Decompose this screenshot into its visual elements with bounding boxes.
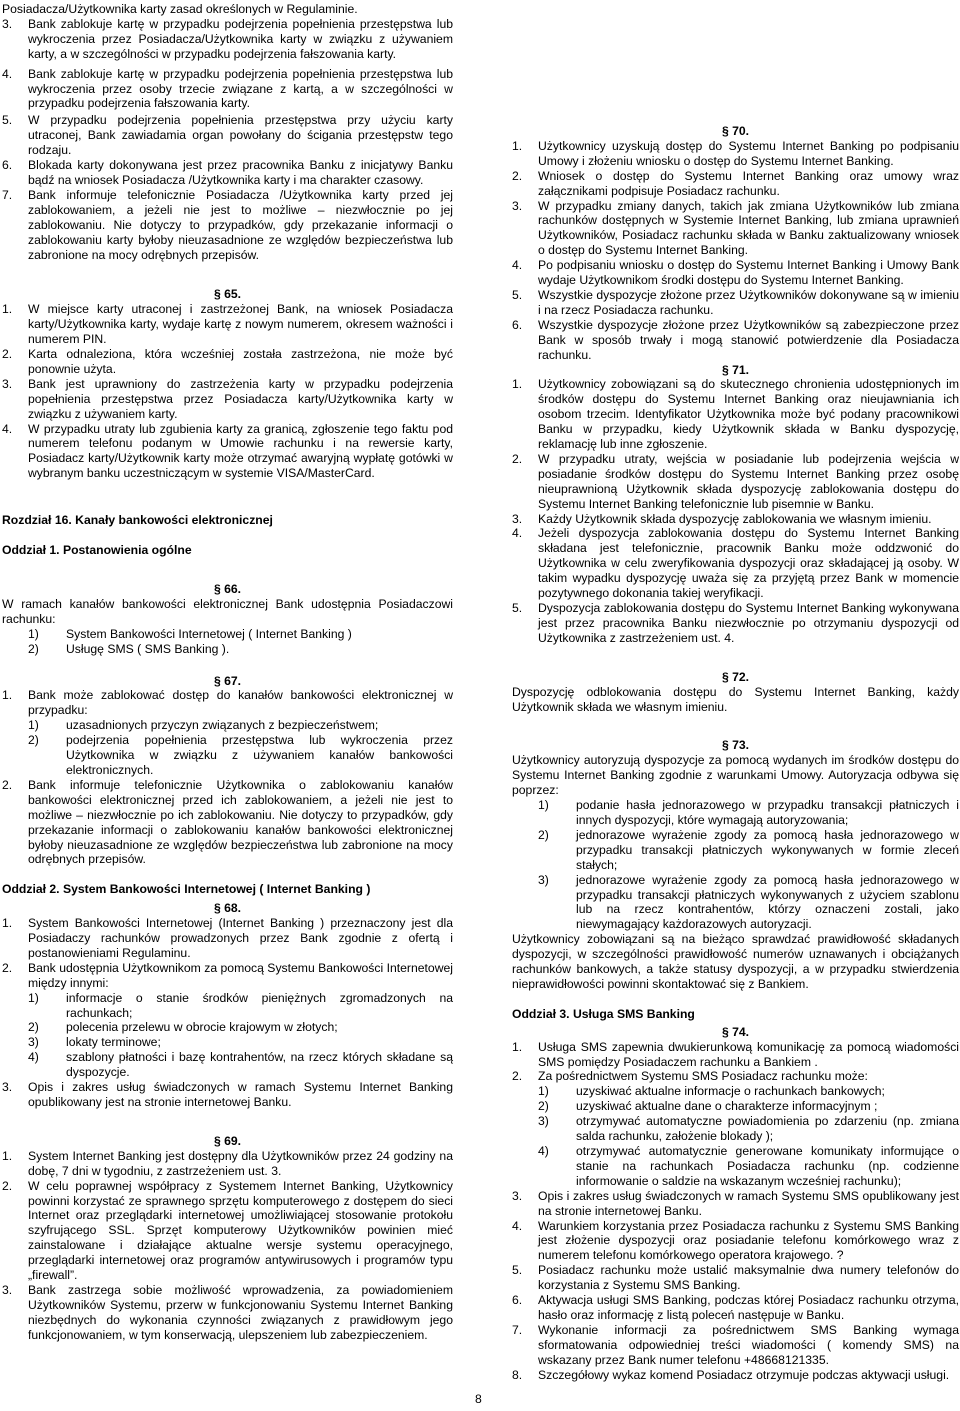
sub-item [538, 873, 959, 933]
section-heading: § 69. [213, 1133, 242, 1148]
item-text: jednorazowe wyrażenie zgody za pomocą hasła jednorazowego w przypadku transakcji płatniczych wykonywanych z użyciem szablonu lub na rzecz kontrahentów, którzy oznaczeni zostali, jako niewymagający każdorazowych autoryzacji. [576, 872, 959, 932]
numbered-item [2, 188, 453, 263]
item-number: 5. [512, 1263, 523, 1278]
item-text: Wszystkie dyspozycje złożone przez Użytkowników są zabezpieczone przez Bank w sposób trwały i mogą stanowić potwierdzenie dla Posiadacza rachunku. [538, 317, 959, 362]
item-text: jednorazowe wyrażenie zgody za pomocą hasła jednorazowego w przypadku transakcji płatniczych wykonywanych w formie zleceń stałych; [576, 827, 959, 872]
sub-item [538, 828, 959, 873]
sub-item [538, 1084, 959, 1099]
item-number: 1. [2, 302, 13, 317]
paragraph: W ramach kanałów bankowości elektronicznej Bank udostępnia Posiadaczowi rachunku: [2, 596, 453, 626]
item-number: 1) [28, 626, 39, 641]
numbered-item [2, 377, 453, 422]
item-text: Bank może zablokować dostęp do kanałów bankowości elektronicznej w przypadku: [28, 688, 453, 718]
item-number: 1) [28, 990, 39, 1005]
item-text: Usługę SMS ( SMS Banking ). [66, 641, 230, 656]
item-number: 2) [28, 1020, 39, 1035]
item-number: 4. [512, 1218, 523, 1233]
item-number: 3) [538, 872, 549, 887]
item-number: 2. [2, 777, 13, 792]
numbered-item [2, 1080, 453, 1110]
numbered-item [512, 452, 959, 512]
item-number: 5. [512, 287, 523, 302]
sub-item [538, 1144, 959, 1189]
item-text: Każdy Użytkownik składa dyspozycję zablokowania we własnym imieniu. [538, 511, 932, 526]
item-text: informacje o stanie środków pieniężnych zgromadzonych na rachunkach; [66, 990, 453, 1020]
numbered-item [2, 688, 453, 718]
item-number: 2. [512, 168, 523, 183]
item-text: Aktywacja usługi SMS Banking, podczas której Posiadacz rachunku otrzyma, hasło oraz informację z listą poleceń następuje w Banku. [538, 1293, 959, 1322]
item-number: 6. [512, 317, 523, 332]
item-number: 1. [2, 916, 13, 931]
numbered-item [2, 916, 453, 961]
item-text: Wszystkie dyspozycje złożone przez Użytkowników dokonywane są w imieniu i na rzecz Posiadacza rachunku. [538, 287, 959, 317]
section-heading: § 67. [213, 673, 242, 688]
item-text: Opis i zakres usług świadczonych w ramach Systemu SMS opublikowany jest na stronie internetowej Banku. [538, 1188, 959, 1218]
item-text: Użytkownicy zobowiązani są do skutecznego chronienia udostępnionych im środków dostępu do Systemu Internet Banking oraz nieujawniania ich osobom trzecim. Identyfikator Użytkownika może być podany pracownikowi Banku w przypadku, kiedy Użytkownik składa w Banku dyspozycję, reklamację lub inne zgłoszenie. [538, 377, 959, 452]
numbered-item [2, 778, 453, 867]
numbered-item [2, 347, 453, 377]
item-number: 2. [512, 1069, 523, 1084]
paragraph: Dyspozycję odblokowania dostępu do Systemu Internet Banking, każdy Użytkownik składa we własnym imieniu. [512, 684, 959, 714]
numbered-item [512, 1069, 959, 1084]
item-number: 1. [512, 1039, 523, 1054]
item-text: Bank udostępnia Użytkownikom za pomocą Systemu Bankowości Internetowej między innymi: [28, 960, 453, 990]
item-text: Bank informuje telefonicznie Użytkownika o zablokowaniu kanałów bankowości elektronicznej przed ich zablokowaniem, a jeżeli nie jest to możliwe – niezwłocznie po ich zablokowaniu. Nie dotyczy to przypadków, gdy przekazanie informacji o zablokowaniu kanałów bankowości elektronicznej byłoby nieuzasadnione ze względów bezpieczeństwa lub zabronione na mocy odrębnych przepisów. [28, 777, 453, 867]
item-number: 2. [2, 960, 13, 975]
item-text: otrzymywać automatycznie generowane komunikaty informujące o stanie na rachunkach Posiadacza rachunku (np. codzienne informowanie o saldzie na wskazanym wcześniej rachunku); [576, 1144, 959, 1188]
numbered-item [512, 1189, 959, 1219]
numbered-item [512, 377, 959, 452]
item-number: 7. [2, 187, 13, 202]
numbered-item [512, 139, 959, 169]
item-number: 3. [2, 16, 13, 31]
item-text: System Internet Banking jest dostępny dla Użytkowników przez 24 godziny na dobę, 7 dni w tygodniu, z zastrzeżeniem ust. 3. [28, 1148, 453, 1178]
sub-item [28, 733, 453, 778]
item-number: 1) [28, 718, 39, 733]
item-number: 3) [28, 1035, 39, 1050]
item-number: 2) [538, 1099, 549, 1114]
chapter-heading: Oddział 3. Usługa SMS Banking [512, 1006, 695, 1021]
item-number: 1. [2, 688, 13, 703]
numbered-item [2, 17, 453, 62]
numbered-item [2, 961, 453, 991]
item-text: podanie hasła jednorazowego w przypadku transakcji płatniczych i innych dyspozycji, które wymagają autoryzowania; [576, 798, 959, 827]
item-text: System Bankowości Internetowej (Internet Banking ) przeznaczony jest dla Posiadaczy rachunków prowadzonych przez Bank zgodnie z ofertą i postanowieniami Regulaminu. [28, 916, 453, 960]
numbered-item [512, 199, 959, 259]
item-number: 6. [512, 1293, 523, 1308]
item-text: Bank zablokuje kartę w przypadku podejrzenia popełnienia przestępstwa lub wykroczenia przez Posiadacza/Użytkownika karty w związku z używaniem karty, a w szczególności w przypadku podejrzenia fałszowania karty. [28, 16, 453, 61]
numbered-item [512, 169, 959, 199]
item-text: Dyspozycja zablokowania dostępu do Systemu Internet Banking wykonywana jest przez pracownika Banku niezwłocznie po otrzymaniu dyspozycji od Użytkownika z zastrzeżeniem ust. 4. [538, 601, 959, 645]
item-number: 3. [2, 376, 13, 391]
section-heading: § 66. [213, 582, 242, 596]
section-heading: § 70. [721, 124, 750, 138]
item-number: 4. [512, 258, 523, 273]
item-text: Wniosek o dostęp do Systemu Internet Banking oraz umowy wraz załącznikami podpisuje Posiadacz rachunku. [538, 168, 959, 198]
numbered-item [2, 1179, 453, 1283]
item-text: Jeżeli dyspozycja zablokowania dostępu do Systemu Internet Banking składana jest telefonicznie, pracownik Banku może oddzwonić do Użytkownika w celu zweryfikowania dyspozycji oraz składającej ją osoby. W takim wypadku dyspozycję uważa się za przyjętą przez Bank w momencie pozytywnego dokonania takiej weryfikacji. [538, 526, 959, 601]
numbered-item [512, 1368, 959, 1383]
sub-item [538, 798, 959, 828]
item-text: otrzymywać automatyczne powiadomienia po zdarzeniu (np. zmiana salda rachunku, założenie blokady ); [576, 1114, 959, 1144]
item-text: Warunkiem korzystania przez Posiadacza rachunku z Systemu SMS Banking jest złożenie dyspozycji oraz posiadanie telefonu komórkowego wraz z numerem telefonu komórkowego operatora krajowego. ? [538, 1218, 959, 1263]
sub-item [538, 1114, 959, 1144]
numbered-item [2, 422, 453, 482]
item-text: Blokada karty dokonywana jest przez pracownika Banku z inicjatywy Banku bądź na wniosek Posiadacza /Użytkownika karty i ma charakter czasowy. [28, 158, 453, 187]
item-number: 1. [512, 377, 523, 392]
numbered-item [2, 1283, 453, 1343]
numbered-item [512, 318, 959, 363]
item-text: Usługa SMS zapewnia dwukierunkową komunikację za pomocą wiadomości SMS pomiędzy Posiadaczem rachunku a Bankiem . [538, 1039, 959, 1069]
section-heading: § 72. [721, 669, 750, 684]
paragraph: Użytkownicy zobowiązani są na bieżąco sprawdzać prawidłowość składanych dyspozycji, w szczególności prawidłowość numerów uznawanych i obciążanych rachunków bankowych, a także statusy dyspozycji, a w przypadku stwierdzenia nieprawidłowości powinni skontaktować się z Bankiem. [512, 932, 959, 991]
item-number: 5. [512, 601, 523, 615]
numbered-item [512, 1219, 959, 1264]
item-text: Bank jest uprawniony do zastrzeżenia karty w przypadku podejrzenia popełnienia przestępstwa przez Posiadacza karty/Użytkownika karty w związku z używaniem karty. [28, 376, 453, 421]
item-number: 2. [2, 1178, 13, 1193]
item-number: 2. [2, 347, 13, 362]
item-text: W przypadku zmiany danych, takich jak zmiana Użytkowników lub zmiana rachunków dostępnych w Systemie Internet Banking, lub zmiana uprawnień Użytkowników, Posiadacz rachunku składa w Banku zaktualizowany wniosek o dostęp do Systemu Internet Banking. [538, 198, 959, 258]
item-text: Bank zastrzega sobie możliwość wprowadzenia, za powiadomieniem Użytkowników Systemu, przerw w funkcjonowaniu Systemu Internet Banking niezbędnych do wykonania czynności związanych z prawidłowym jego funkcjonowaniem, w tym konserwacją, ulepszeniem lub zabezpieczeniem. [28, 1282, 453, 1342]
item-text: Bank zablokuje kartę w przypadku podejrzenia popełnienia przestępstwa lub wykroczenia przez osoby trzecie związane z kartą, a w szczególności w przypadku podejrzenia fałszowania karty. [28, 66, 453, 111]
item-number: 6. [2, 158, 13, 173]
item-text: uzasadnionych przyczyn związanych z bezpieczeństwem; [66, 718, 379, 733]
item-number: 3. [512, 1188, 523, 1203]
sub-item [28, 991, 453, 1021]
numbered-item [512, 526, 959, 601]
numbered-item [512, 1263, 959, 1293]
chapter-heading: Oddział 1. Postanowienia ogólne [2, 543, 192, 558]
item-text: szablony płatności i bazę kontrahentów, na rzecz których składane są dyspozycje. [66, 1050, 453, 1080]
item-text: Karta odnaleziona, która wcześniej została zastrzeżona, nie może być ponownie użyta. [28, 347, 453, 376]
item-text: Szczegółowy wykaz komend Posiadacz otrzymuje podczas aktywacji usługi. [538, 1367, 950, 1382]
item-number: 3. [2, 1282, 13, 1297]
section-heading: § 73. [721, 738, 750, 753]
item-number: 1. [2, 1148, 13, 1163]
item-number: 4. [2, 66, 13, 81]
page-number: 8 [475, 1392, 482, 1406]
numbered-item [512, 288, 959, 318]
item-number: 4. [512, 526, 523, 541]
numbered-item [512, 1040, 959, 1070]
item-number: 4. [2, 421, 13, 436]
chapter-heading: Oddział 2. System Bankowości Internetowej ( Internet Banking ) [2, 882, 371, 897]
item-text: System Bankowości Internetowej ( Internet Banking ) [66, 626, 352, 641]
item-number: 1) [538, 1084, 549, 1099]
sub-item [28, 627, 453, 642]
item-number: 2) [28, 733, 39, 748]
right-column [512, 2, 959, 1383]
numbered-item [2, 1149, 453, 1179]
sub-item [28, 1020, 453, 1035]
section-heading: § 71. [721, 362, 750, 377]
item-text: Użytkownicy uzyskują dostęp do Systemu Internet Banking po podpisaniu Umowy i złożeniu wniosku o dostęp do Systemu Internet Banking. [538, 138, 959, 168]
item-text: W przypadku utraty lub zgubienia karty za granicą, zgłoszenie tego faktu pod numerem telefonu podanym w Umowie rachunku i na rewersie karty, Posiadacz karty/Użytkownik karty może otrzymać awaryjną wypłatę gotówki w wybranym banku uczestniczącym w systemie VISA/MasterCard. [28, 421, 453, 481]
item-number: 7. [512, 1322, 523, 1337]
item-text: lokaty terminowe; [66, 1035, 161, 1050]
item-text: W przypadku utraty, wejścia w posiadanie lub podejrzenia wejścia w posiadanie środków dostępu do Systemu Internet Banking przez osobę nieuprawnioną Użytkownik składa dyspozycję zablokowania dostępu do Systemu Internet Banking telefonicznie lub pisemnie w Banku. [538, 451, 959, 511]
item-number: 3. [512, 511, 523, 526]
paragraph: Posiadacza/Użytkownika karty zasad określonych w Regulaminie. [2, 2, 358, 16]
numbered-item [512, 1323, 959, 1368]
item-text: W miejsce karty utraconej i zastrzeżonej Bank, na wniosek Posiadacza karty/Użytkownika karty, wydaje kartę z nowym numerem, okresem ważności i numerem PIN. [28, 302, 453, 347]
item-number: 3. [2, 1080, 13, 1095]
item-number: 5. [2, 113, 13, 128]
section-heading: § 65. [213, 287, 242, 302]
paragraph: Użytkownicy autoryzują dyspozycje za pomocą wydanych im środków dostępu do Systemu Internet Banking zgodnie z warunkami Umowy. Autoryzacja odbywa się poprzez: [512, 753, 959, 798]
item-text: uzyskiwać aktualne dane o charakterze informacyjnym ; [576, 1099, 878, 1114]
item-text: Po podpisaniu wniosku o dostęp do Systemu Internet Banking i Umowy Bank wydaje Użytkownikom środki dostępu do Systemu Internet Banking. [538, 258, 959, 288]
section-heading: § 68. [213, 901, 242, 916]
item-text: uzyskiwać aktualne informacje o rachunkach bankowych; [576, 1084, 885, 1099]
item-number: 8. [512, 1367, 523, 1382]
item-number: 2. [512, 451, 523, 466]
item-number: 2) [538, 827, 549, 842]
numbered-item [512, 601, 959, 646]
item-number: 3. [512, 198, 523, 213]
numbered-item [2, 158, 453, 188]
item-text: Opis i zakres usług świadczonych w ramach Systemu Internet Banking opublikowany jest na stronie internetowej Banku. [28, 1080, 453, 1109]
item-text: W przypadku podejrzenia popełnienia przestępstwa przy użyciu karty utraconej, Bank zawiadamia organ powołany do ścigania przestępstw tego rodzaju. [28, 113, 453, 158]
item-number: 1. [512, 138, 523, 153]
sub-item [538, 1099, 959, 1114]
item-text: polecenia przelewu w obrocie krajowym w złotych; [66, 1020, 338, 1035]
item-text: Za pośrednictwem Systemu SMS Posiadacz rachunku może: [538, 1069, 868, 1084]
sub-item [28, 1050, 453, 1080]
item-number: 2) [28, 641, 39, 656]
chapter-heading: Rozdział 16. Kanały bankowości elektronicznej [2, 513, 273, 528]
item-text: podejrzenia popełnienia przestępstwa lub wykroczenia przez Użytkownika w związku z używaniem kanałów bankowości elektronicznych. [66, 733, 453, 777]
sub-item [28, 718, 453, 733]
item-text: Wykonanie informacji za pośrednictwem SMS Banking wymaga sformatowania odpowiedniej treści wiadomości ( komendy SMS) na wskazany przez Bank numer telefonu +48668121335. [538, 1322, 959, 1367]
sub-item [28, 642, 453, 657]
item-number: 3) [538, 1114, 549, 1129]
numbered-item [512, 512, 959, 527]
left-column [2, 2, 453, 1343]
section-heading: § 74. [721, 1024, 750, 1039]
numbered-item [512, 1293, 959, 1323]
item-number: 1) [538, 798, 549, 813]
item-number: 4) [538, 1144, 549, 1158]
sub-item [28, 1035, 453, 1050]
item-text: Bank informuje telefonicznie Posiadacza /Użytkownika karty przed jej zablokowaniem, a jeżeli nie jest to możliwe – niezwłocznie po jej zablokowaniu. Nie dotyczy to przypadków, gdy przekazanie informacji o zablokowaniu karty byłoby nieuzasadnione ze względów bezpieczeństwa lub zabronione na mocy odrębnych przepisów. [28, 187, 453, 262]
item-text: Posiadacz rachunku może ustalić maksymalnie dwa numery telefonów do korzystania z Systemu SMS Banking. [538, 1263, 959, 1293]
numbered-item [2, 113, 453, 158]
item-number: 4) [28, 1050, 39, 1065]
item-text: W celu poprawnej współpracy z Systemem Internet Banking, Użytkownicy powinni korzystać ze sprawnego sprzętu komputerowego z dostępem do sieci Internet oraz przeglądarki internetowej umożliwiającej stosowanie protokołu szyfrującego SSL. Sprzęt komputerowy Użytkowników powinien mieć zainstalowane i działające aktualne wersje systemu operacyjnego, przeglądarki internetowej oraz programów antywirusowych i programów typu „firewall”. [28, 1178, 453, 1283]
numbered-item [2, 302, 453, 347]
numbered-item [512, 258, 959, 288]
numbered-item [2, 67, 453, 112]
